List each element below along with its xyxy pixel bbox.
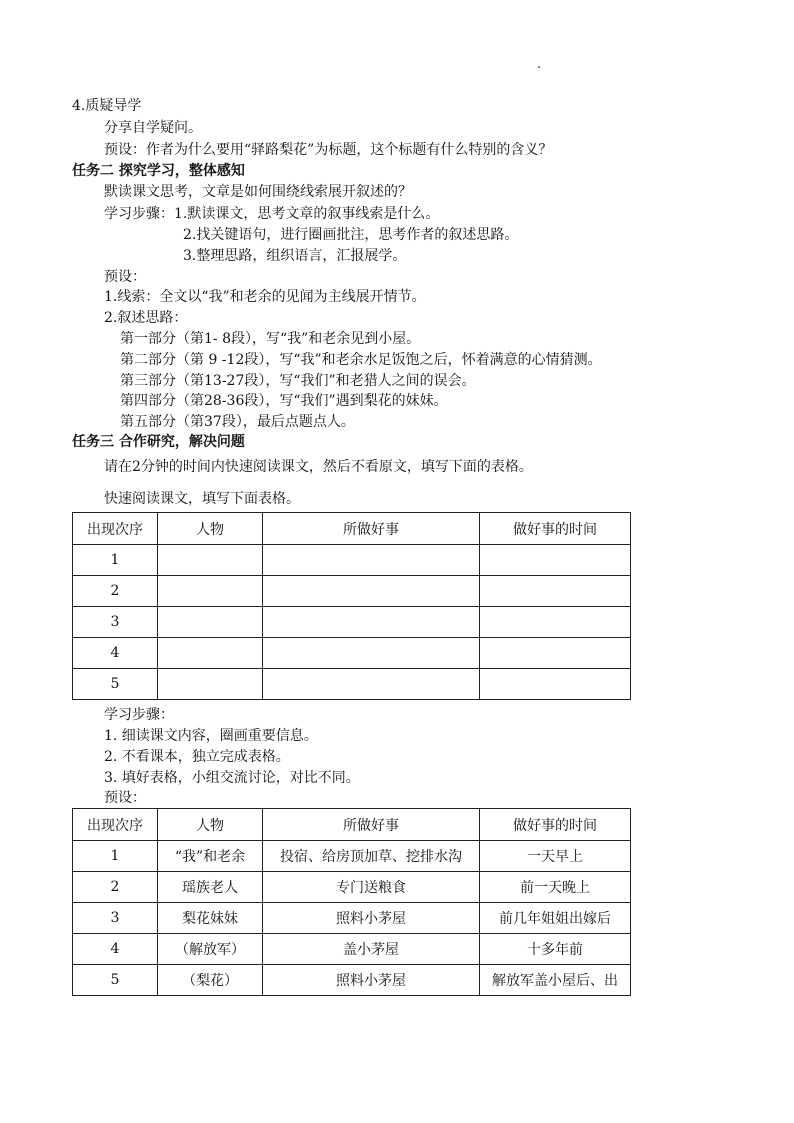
cell-deed: 专门送粮食 — [263, 872, 480, 903]
cell-deed: 照料小茅屋 — [263, 965, 480, 996]
cell-person-input[interactable] — [158, 545, 263, 576]
cell-time-input[interactable] — [480, 545, 631, 576]
task3-prompt: 请在2分钟的时间内快速阅读课文，然后不看原文，填写下面的表格。 — [104, 459, 533, 475]
header-order: 出现次序 — [73, 513, 158, 545]
task2-step-3: 3.整理思路，组织语言，汇报展学。 — [183, 248, 407, 264]
task2-part-5: 第五部分（第37段），最后点题点人。 — [120, 414, 355, 430]
cell-time-input[interactable] — [480, 576, 631, 607]
header-time: 做好事的时间 — [480, 809, 631, 841]
cell-time-input[interactable] — [480, 638, 631, 669]
cell-time: 一天早上 — [480, 841, 631, 872]
cell-time: 十多年前 — [480, 934, 631, 965]
task3-preset-label: 预设： — [104, 790, 146, 806]
header-time: 做好事的时间 — [480, 513, 631, 545]
cell-deed-input[interactable] — [263, 576, 480, 607]
table-row — [73, 638, 631, 669]
task2-part-4: 第四部分（第28-36段），写“我们”遇到梨花的妹妹。 — [120, 393, 448, 409]
cell-person: 梨花妹妹 — [158, 903, 263, 934]
table-row — [73, 576, 631, 607]
cell-person: （梨花） — [158, 965, 263, 996]
cell-person: （解放军） — [158, 934, 263, 965]
table-header-row — [73, 513, 631, 545]
section4-share: 分享自学疑问。 — [104, 120, 202, 136]
cell-deed-input[interactable] — [263, 607, 480, 638]
header-order: 出现次序 — [73, 809, 158, 841]
cell-order: 3 — [73, 607, 158, 638]
task2-narrative-label: 2.叙述思路： — [104, 310, 188, 326]
cell-order: 4 — [73, 638, 158, 669]
cell-order: 1 — [73, 545, 158, 576]
cell-order: 2 — [73, 576, 158, 607]
cell-time-input[interactable] — [480, 607, 631, 638]
task3-table-intro: 快速阅读课文，填写下面表格。 — [104, 491, 300, 507]
cell-order: 5 — [73, 965, 158, 996]
header-deed: 所做好事 — [263, 513, 480, 545]
task3-step-1: 1. 细读课文内容，圈画重要信息。 — [104, 728, 318, 744]
cell-person-input[interactable] — [158, 669, 263, 700]
section4-preset: 预设：作者为什么要用“驿路梨花”为标题，这个标题有什么特别的含义？ — [104, 142, 553, 158]
task2-step-1: 学习步骤：1.默读课文，思考文章的叙事线索是什么。 — [104, 206, 440, 222]
table-row — [73, 841, 631, 872]
cell-time: 前一天晚上 — [480, 872, 631, 903]
cell-person-input[interactable] — [158, 607, 263, 638]
cell-deed-input[interactable] — [263, 638, 480, 669]
answer-events-table — [72, 808, 631, 996]
table-row — [73, 607, 631, 638]
blank-events-table — [72, 512, 631, 700]
task2-part-3: 第三部分（第13-27段），写“我们”和老猎人之间的误会。 — [120, 373, 476, 389]
cell-person-input[interactable] — [158, 576, 263, 607]
cell-order: 3 — [73, 903, 158, 934]
cell-order: 4 — [73, 934, 158, 965]
cell-time-input[interactable] — [480, 669, 631, 700]
header-person: 人物 — [158, 809, 263, 841]
cell-deed-input[interactable] — [263, 669, 480, 700]
task2-step-2: 2.找关键语句，进行圈画批注，思考作者的叙述思路。 — [183, 227, 519, 243]
task3-steps-label: 学习步骤： — [104, 707, 174, 723]
table-header-row — [73, 809, 631, 841]
task2-part-2: 第二部分（第 9 -12段），写“我”和老余水足饭饱之后，怀着满意的心情猜测。 — [120, 352, 602, 368]
table-row — [73, 934, 631, 965]
cell-deed: 照料小茅屋 — [263, 903, 480, 934]
header-person: 人物 — [158, 513, 263, 545]
cell-person: 瑶族老人 — [158, 872, 263, 903]
cell-order: 5 — [73, 669, 158, 700]
task2-part-1: 第一部分（第1- 8段），写“我”和老余见到小屋。 — [120, 331, 421, 347]
cell-deed: 盖小茅屋 — [263, 934, 480, 965]
cell-order: 2 — [73, 872, 158, 903]
cell-deed: 投宿、给房顶加草、挖排水沟 — [263, 841, 480, 872]
cell-person: “我”和老余 — [158, 841, 263, 872]
task2-heading: 任务二 探究学习，整体感知 — [72, 163, 245, 179]
table-row — [73, 903, 631, 934]
cell-order: 1 — [73, 841, 158, 872]
cell-time: 前几年姐姐出嫁后 — [480, 903, 631, 934]
task3-step-3: 3. 填好表格，小组交流讨论，对比不同。 — [104, 770, 360, 786]
task2-clue: 1.线索：全文以“我”和老余的见闻为主线展开情节。 — [104, 289, 426, 305]
cell-deed-input[interactable] — [263, 545, 480, 576]
table-row — [73, 965, 631, 996]
table-row — [73, 669, 631, 700]
table-row — [73, 872, 631, 903]
cell-person-input[interactable] — [158, 638, 263, 669]
task3-step-2: 2. 不看课本，独立完成表格。 — [104, 749, 290, 765]
page-mark — [538, 66, 540, 68]
table-row — [73, 545, 631, 576]
task2-prompt: 默读课文思考，文章是如何围绕线索展开叙述的？ — [104, 184, 412, 200]
task3-heading: 任务三 合作研究，解决问题 — [72, 434, 245, 450]
task2-preset-label: 预设： — [104, 269, 146, 285]
section4-heading: 4.质疑导学 — [72, 98, 142, 114]
header-deed: 所做好事 — [263, 809, 480, 841]
cell-time: 解放军盖小屋后、出 — [480, 965, 631, 996]
